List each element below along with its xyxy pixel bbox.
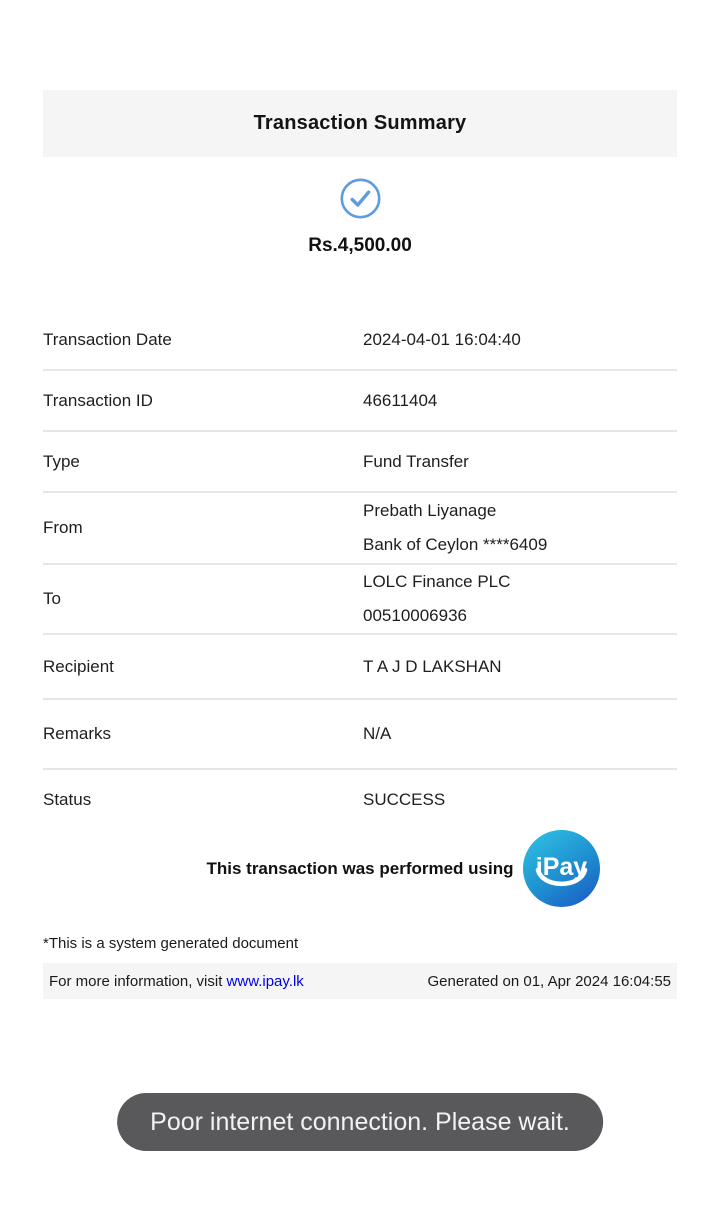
- row-from: [43, 493, 677, 565]
- row-value: Fund Transfer: [363, 451, 469, 471]
- row-label: Transaction Date: [43, 329, 172, 349]
- transaction-details-table: [43, 310, 677, 830]
- row-label: Type: [43, 451, 80, 471]
- row-value: T A J D LAKSHAN: [363, 656, 502, 676]
- receipt-content: [43, 90, 677, 999]
- receipt-footer-bar: [43, 963, 677, 999]
- performed-using-strip: [86, 830, 720, 907]
- row-label: Transaction ID: [43, 390, 153, 410]
- from-account-name: Prebath Liyanage: [363, 501, 497, 520]
- row-value: 2024-04-01 16:04:40: [363, 329, 521, 349]
- poor-connection-toast: Poor internet connection. Please wait.: [117, 1093, 603, 1151]
- ipay-logo: [523, 830, 600, 907]
- row-label: Remarks: [43, 724, 112, 743]
- transaction-amount: Rs.4,500.00: [308, 235, 412, 256]
- row-label: Recipient: [43, 656, 114, 676]
- row-remarks: [43, 700, 677, 770]
- page-title: Transaction Summary: [253, 112, 467, 134]
- row-transaction-date: [43, 310, 677, 371]
- row-value: 46611404: [363, 390, 438, 410]
- row-value: N/A: [363, 724, 392, 743]
- performed-using-text: This transaction was performed using: [206, 858, 514, 878]
- row-value: [363, 565, 677, 633]
- row-label: From: [43, 518, 83, 537]
- row-to: [43, 565, 677, 635]
- row-type: [43, 432, 677, 493]
- footer-info: [49, 973, 304, 990]
- success-check-icon: [340, 178, 381, 219]
- to-institution: LOLC Finance PLC: [363, 572, 511, 591]
- row-recipient: [43, 635, 677, 700]
- footer-info-prefix: For more information, visit: [49, 972, 227, 990]
- ipay-website-link[interactable]: www.ipay.lk: [226, 972, 304, 990]
- row-status: [43, 770, 677, 830]
- status-value: SUCCESS: [363, 790, 446, 809]
- receipt-header: [43, 90, 677, 157]
- to-account-number: 00510006936: [363, 606, 468, 625]
- row-transaction-id: [43, 371, 677, 432]
- row-label: To: [43, 589, 61, 608]
- generated-timestamp: Generated on 01, Apr 2024 16:04:55: [427, 972, 671, 990]
- ipay-logo-text: iPay: [535, 853, 587, 881]
- from-bank-account: Bank of Ceylon ****6409: [363, 535, 548, 554]
- row-value: [363, 494, 677, 562]
- system-generated-note: *This is a system generated document: [43, 935, 299, 952]
- row-label: Status: [43, 790, 92, 809]
